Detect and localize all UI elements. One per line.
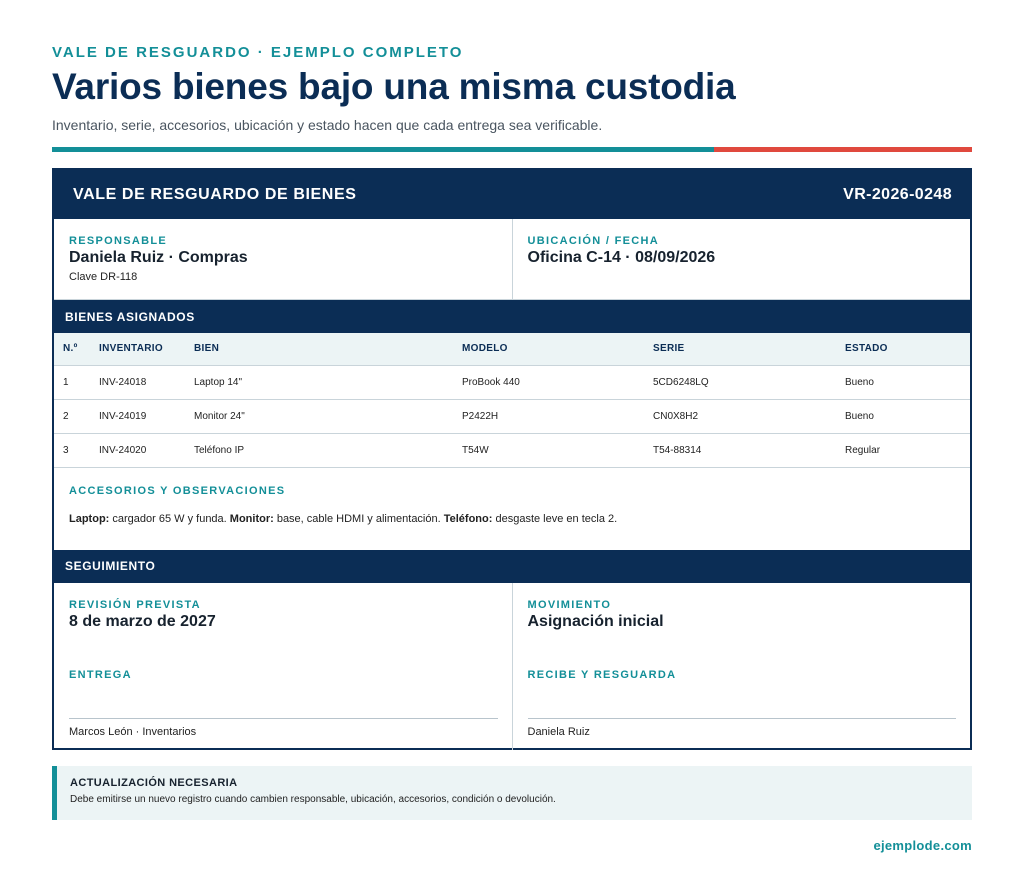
cell-modelo: P2422H <box>462 399 653 433</box>
cell-estado: Regular <box>845 433 970 467</box>
section-seguimiento: SEGUIMIENTO <box>54 550 970 583</box>
cell-num: 1 <box>54 365 99 399</box>
entrega-signature-line <box>69 718 498 719</box>
revision-label: REVISIÓN PREVISTA <box>69 598 201 611</box>
responsable-label: RESPONSABLE <box>69 235 168 247</box>
observaciones-label: ACCESORIOS Y OBSERVACIONES <box>69 484 286 497</box>
page-subtitle: Inventario, serie, accesorios, ubicación y estado hacen que cada entrega sea verificable. <box>52 117 603 133</box>
cell-serie: CN0X8H2 <box>653 399 845 433</box>
table-header-row <box>54 333 970 365</box>
movimiento-label: MOVIMIENTO <box>527 598 612 611</box>
cell-bien: Monitor 24" <box>194 399 462 433</box>
table-row <box>54 399 970 433</box>
entrega-label: ENTREGA <box>69 668 132 681</box>
cell-serie: T54-88314 <box>653 433 845 467</box>
monitor-key: Monitor: <box>229 512 274 525</box>
table-row <box>54 365 970 399</box>
cell-bien: Teléfono IP <box>194 433 462 467</box>
col-header: SERIE <box>653 333 845 365</box>
voucher-code: VR-2026-0248 <box>843 185 952 203</box>
ubicacion-cell <box>512 219 971 299</box>
laptop-key: Laptop: <box>69 512 110 525</box>
col-header: N.º <box>54 333 99 365</box>
seguimiento-right <box>512 583 971 750</box>
col-header: MODELO <box>462 333 653 365</box>
page-title: Varios bienes bajo una misma custodia <box>52 66 736 107</box>
notice-text: Debe emitirse un nuevo registro cuando cambien responsable, ubicación, accesorios, condición o devolución. <box>70 794 556 805</box>
cell-estado: Bueno <box>845 399 970 433</box>
telefono-key: Teléfono: <box>443 512 493 525</box>
voucher-card <box>52 168 972 750</box>
header-divider <box>52 147 972 152</box>
col-header: BIEN <box>194 333 462 365</box>
responsable-value: Daniela Ruiz · Compras <box>69 249 248 266</box>
voucher-info <box>54 219 970 300</box>
recibe-label: RECIBE Y RESGUARDA <box>527 668 677 681</box>
cell-estado: Bueno <box>845 365 970 399</box>
monitor-text: base, cable HDMI y alimentación. <box>273 512 444 525</box>
recibe-name: Daniela Ruiz <box>527 725 590 738</box>
eyebrow: VALE DE RESGUARDO · EJEMPLO COMPLETO <box>52 44 464 61</box>
voucher-title: VALE DE RESGUARDO DE BIENES <box>73 185 357 203</box>
ubicacion-label: UBICACIÓN / FECHA <box>527 235 659 247</box>
cell-inventario: INV-24020 <box>99 433 194 467</box>
responsable-clave: Clave DR-118 <box>69 271 138 283</box>
cell-bien: Laptop 14" <box>194 365 462 399</box>
update-notice <box>52 766 972 820</box>
cell-modelo: T54W <box>462 433 653 467</box>
observaciones-block <box>54 468 970 550</box>
telefono-text: desgaste leve en tecla 2. <box>492 512 618 525</box>
seguimiento-left <box>54 583 512 750</box>
ubicacion-value: Oficina C-14 · 08/09/2026 <box>527 249 716 266</box>
cell-inventario: INV-24019 <box>99 399 194 433</box>
notice-title: ACTUALIZACIÓN NECESARIA <box>70 777 238 789</box>
cell-num: 3 <box>54 433 99 467</box>
recibe-signature-line <box>528 718 957 719</box>
col-header: INVENTARIO <box>99 333 194 365</box>
cell-modelo: ProBook 440 <box>462 365 653 399</box>
col-header: ESTADO <box>845 333 970 365</box>
page-header <box>52 44 972 133</box>
revision-value: 8 de marzo de 2027 <box>69 612 216 630</box>
entrega-name: Marcos León · Inventarios <box>69 725 197 738</box>
seguimiento-block <box>54 583 970 750</box>
laptop-text: cargador 65 W y funda. <box>109 512 230 525</box>
cell-inventario: INV-24018 <box>99 365 194 399</box>
responsable-cell <box>54 219 512 299</box>
footer-site: ejemplode.com <box>873 838 972 853</box>
table-row <box>54 433 970 467</box>
observaciones-text <box>69 513 955 525</box>
voucher-header <box>54 170 970 219</box>
movimiento-value: Asignación inicial <box>527 612 664 630</box>
cell-num: 2 <box>54 399 99 433</box>
section-bienes: BIENES ASIGNADOS <box>54 300 970 333</box>
bienes-table <box>54 333 970 468</box>
cell-serie: 5CD6248LQ <box>653 365 845 399</box>
